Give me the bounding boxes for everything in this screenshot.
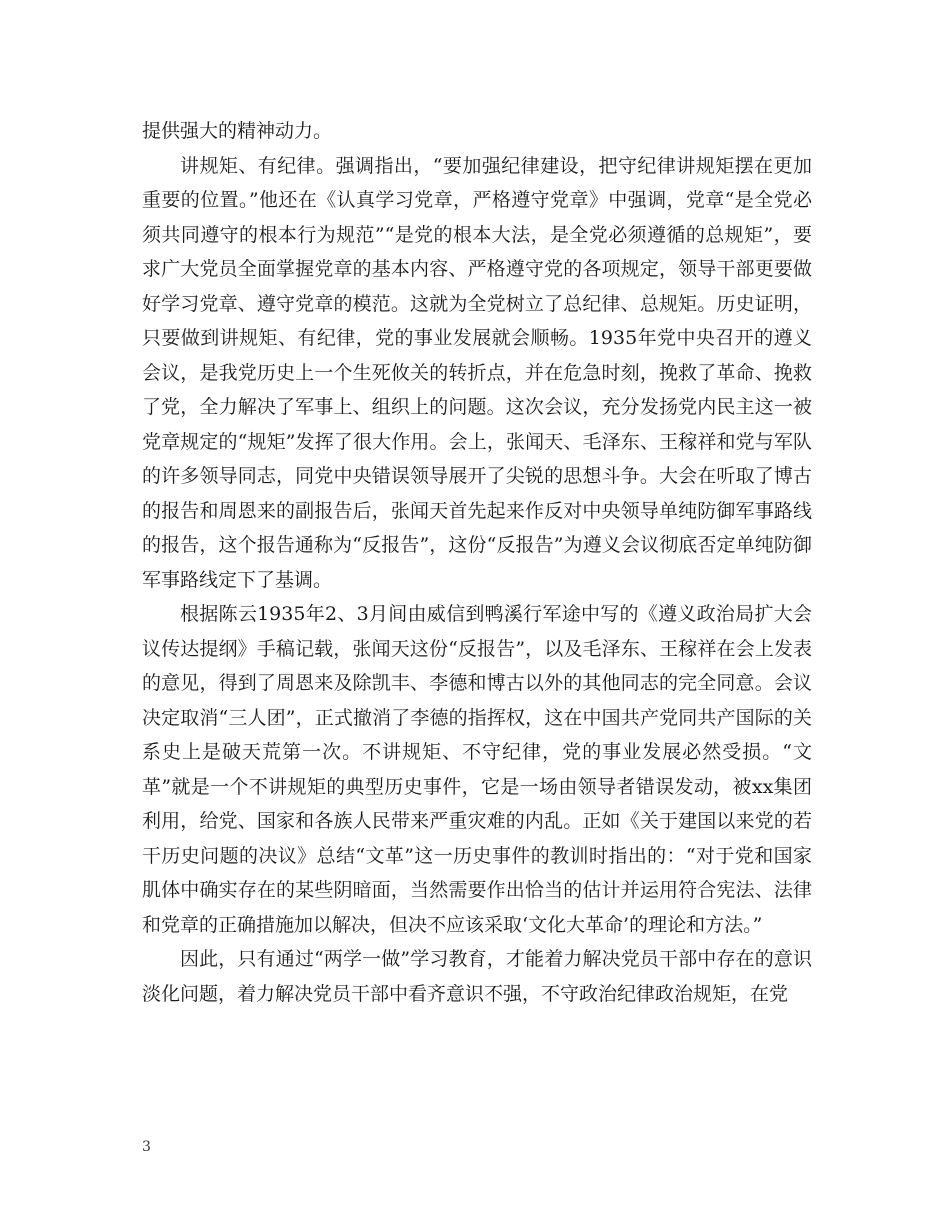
paragraph-2: 讲规矩、有纪律。强调指出，“要加强纪律建设，把守纪律讲规矩摆在更加重要的位置。”他还在《认真学习党章，严格遵守党章》中强调，党章“是全党必须共同遵守的根本行为规范”“是党的根本大法，是全党必须遵循的总规矩”，要求广大党员全面掌握党章的基本内容、严格遵守党的各项规定，领导干部更要做好学习党章、遵守党章的模范。这就为全党树立了总纪律、总规矩。历史证明，只要做到讲规矩、有纪律，党的事业发展就会顺畅。1935年党中央召开的遵义会议，是我党历史上一个生死攸关的转折点，并在危急时刻，挽救了革命、挽救了党，全力解决了军事上、组织上的问题。这次会议，充分发扬党内民主这一被党章规定的“规矩”发挥了很大作用。会上，张闻天、毛泽东、王稼祥和党与军队的许多领导同志，同党中央错误领导展开了尖锐的思想斗争。大会在听取了博古的报告和周恩来的副报告后，张闻天首先起来作反对中央领导单纯防御军事路线的报告，这个报告通称为“反报告”，这份“反报告”为遵义会议彻底否定单纯防御军事路线定下了基调。 — [142, 154, 812, 591]
document-body — [142, 114, 812, 1011]
paragraph-4: 因此，只有通过“两学一做”学习教育，才能着力解决党员干部中存在的意识淡化问题，着力解决党员干部中看齐意识不强，不守政治纪律政治规矩，在党 — [142, 948, 812, 1005]
paragraph-1: 提供强大的精神动力。 — [142, 120, 333, 142]
paragraph-3: 根据陈云1935年2、3月间由威信到鸭溪行军途中写的《遵义政治局扩大会议传达提纲》手稿记载，张闻天这份“反报告”，以及毛泽东、王稼祥在会上发表的意见，得到了周恩来及除凯丰、李德和博古以外的其他同志的完全同意。会议决定取消“三人团”，正式撤消了李德的指挥权，这在中国共产党同共产国际的关系史上是破天荒第一次。不讲规矩、不守纪律，党的事业发展必然受损。“文革”就是一个不讲规矩的典型历史事件，它是一场由领导者错误发动，被xx集团利用，给党、国家和各族人民带来严重灾难的内乱。正如《关于建国以来党的若干历史问题的决议》总结“文革”这一历史事件的教训时指出的：“对于党和国家肌体中确实存在的某些阴暗面，当然需要作出恰当的估计并运用符合宪法、法律和党章的正确措施加以解决，但决不应该采取‘文化大革命’的理论和方法。” — [142, 603, 812, 936]
page-number: 3 — [142, 1139, 151, 1155]
